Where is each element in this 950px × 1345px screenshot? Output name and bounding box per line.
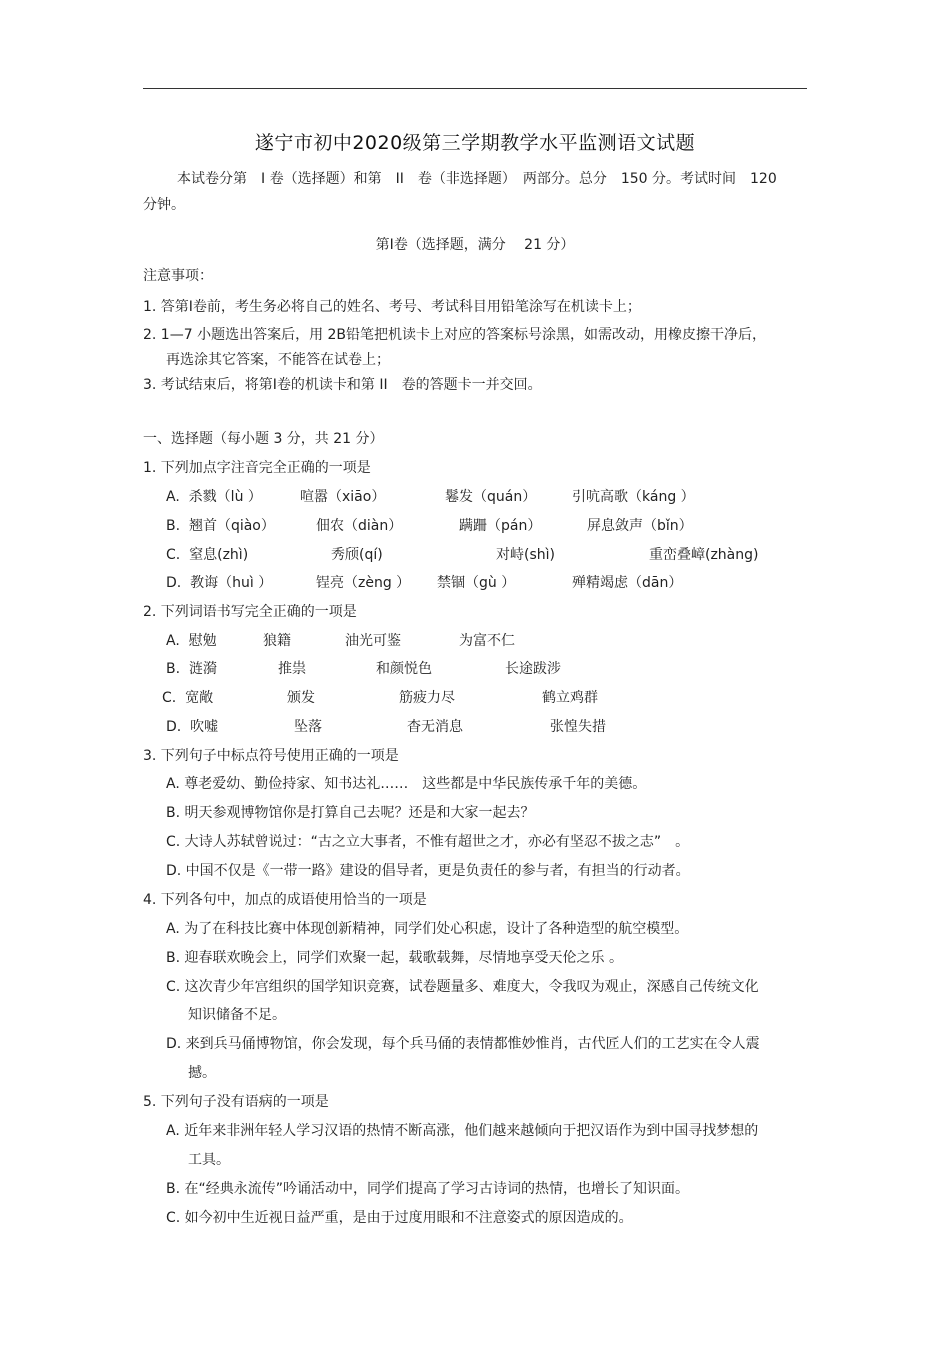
q4-option: A. 为了在科技比赛中体现创新精神，同学们处心积虑，设计了各种造型的航空模型。 <box>166 921 689 937</box>
q2-option: 推祟 <box>278 661 306 677</box>
q4-option-continuation: 撼。 <box>188 1065 216 1081</box>
q1-option: 秀颀(qí) <box>331 547 383 563</box>
q1-option: 重峦叠嶂(zhàng) <box>649 547 759 563</box>
q1-option: 屏息敛声（bǐn） <box>587 518 693 534</box>
q4-option: B. 迎春联欢晚会上，同学们欢聚一起，载歌载舞，尽情地享受天伦之乐 。 <box>166 950 623 966</box>
q1-option: 佃农（diàn） <box>316 518 403 534</box>
q1-option: 对峙(shì) <box>496 547 555 563</box>
q2-option: 筋疲力尽 <box>399 690 455 706</box>
q3-option: C. 大诗人苏轼曾说过：“古之立大事者，不惟有超世之才，亦必有坚忍不拔之志” 。 <box>166 834 690 850</box>
q1-option: 鬈发（quán） <box>445 489 537 505</box>
note-item-continuation: 再选涂其它答案，不能答在试卷上； <box>166 352 390 368</box>
q1-option: C. 窒息(zhì) <box>166 547 249 563</box>
q5-option: C. 如今初中生近视日益严重，是由于过度用眼和不注意姿式的原因造成的。 <box>166 1210 633 1226</box>
q3-option: A. 尊老爱幼、勤俭持家、知书达礼…… 这些都是中华民族传承千年的美德。 <box>166 776 647 792</box>
question-stem: 1. 下列加点字注音完全正确的一项是 <box>143 460 371 476</box>
q5-option: B. 在“经典永流传”吟诵活动中，同学们提高了学习古诗词的热情，也增长了知识面。 <box>166 1181 690 1197</box>
q4-option: C. 这次青少年宫组织的国学知识竞赛，试卷题量多、难度大，令我叹为观止，深感自己传统文化 <box>166 979 759 995</box>
q1-option: 殚精竭虑（dān） <box>572 575 683 591</box>
q2-option: 为富不仁 <box>459 633 515 649</box>
q2-option: 杳无消息 <box>407 719 463 735</box>
notes-title: 注意事项： <box>143 268 213 284</box>
q2-option: D. 吹嘘 <box>166 719 219 735</box>
q2-option: A. 慰勉 <box>166 633 217 649</box>
q3-option: B. 明天参观博物馆你是打算自己去呢？还是和大家一起去？ <box>166 805 535 821</box>
note-item: 1. 答第Ⅰ卷前，考生务必将自己的姓名、考号、考试科目用铅笔涂写在机读卡上； <box>143 299 641 315</box>
q2-option: 长途跋涉 <box>505 661 561 677</box>
q2-option: 鹤立鸡群 <box>542 690 598 706</box>
intro-line-2: 分钟。 <box>143 197 185 213</box>
q5-option-continuation: 工具。 <box>188 1152 230 1168</box>
q1-option: B. 翘首（qiào） <box>166 518 275 534</box>
q2-option: 油光可鉴 <box>345 633 401 649</box>
intro-line-1: 本试卷分第 I 卷（选择题）和第 II 卷（非选择题） 两部分。总分 150 分。考试时间 120 <box>177 171 777 187</box>
q1-option: D. 教诲（huì ） <box>166 575 273 591</box>
q1-option: 禁锢（gù ） <box>437 575 516 591</box>
question-stem: 4. 下列各句中，加点的成语使用恰当的一项是 <box>143 892 427 908</box>
q2-option: 颁发 <box>287 690 315 706</box>
q1-option: 蹒跚（pán） <box>459 518 542 534</box>
question-stem: 2. 下列词语书写完全正确的一项是 <box>143 604 357 620</box>
question-stem: 5. 下列句子没有语病的一项是 <box>143 1094 329 1110</box>
q2-option: 张惶失措 <box>550 719 606 735</box>
exam-title: 遂宁市初中2020级第三学期教学水平监测语文试题 <box>254 132 696 154</box>
q4-option-continuation: 知识储备不足。 <box>188 1007 286 1023</box>
question-stem: 3. 下列句子中标点符号使用正确的一项是 <box>143 748 399 764</box>
q1-option: 引吭高歌（káng ） <box>572 489 695 505</box>
q1-option: 喧嚣（xiāo） <box>300 489 386 505</box>
q2-option: 坠落 <box>294 719 322 735</box>
q2-option: C. 宽敞 <box>162 690 214 706</box>
q2-option: B. 涟漪 <box>166 661 217 677</box>
q2-option: 和颜悦色 <box>376 661 432 677</box>
note-item: 2. 1—7 小题选出答案后，用 2B铅笔把机读卡上对应的答案标号涂黑，如需改动，用橡皮擦干净后， <box>143 327 767 343</box>
q3-option: D. 中国不仅是《一带一路》建设的倡导者，更是负责任的参与者，有担当的行动者。 <box>166 863 690 879</box>
section-header: 第Ⅰ卷（选择题，满分 21 分） <box>375 237 575 253</box>
part-title: 一、选择题（每小题 3 分，共 21 分） <box>143 431 384 447</box>
q4-option: D. 来到兵马俑博物馆，你会发现，每个兵马俑的表情都惟妙惟肖，古代匠人们的工艺实在令人震 <box>166 1036 760 1052</box>
q5-option: A. 近年来非洲年轻人学习汉语的热情不断高涨，他们越来越倾向于把汉语作为到中国寻找梦想的 <box>166 1123 759 1139</box>
q1-option: 锃亮（zèng ） <box>316 575 411 591</box>
q1-option: A. 杀戮（lù ） <box>166 489 262 505</box>
note-item: 3. 考试结束后，将第Ⅰ卷的机读卡和第 II 卷的答题卡一并交回。 <box>143 377 542 393</box>
q2-option: 狼籍 <box>263 633 291 649</box>
header-rule <box>143 88 807 89</box>
